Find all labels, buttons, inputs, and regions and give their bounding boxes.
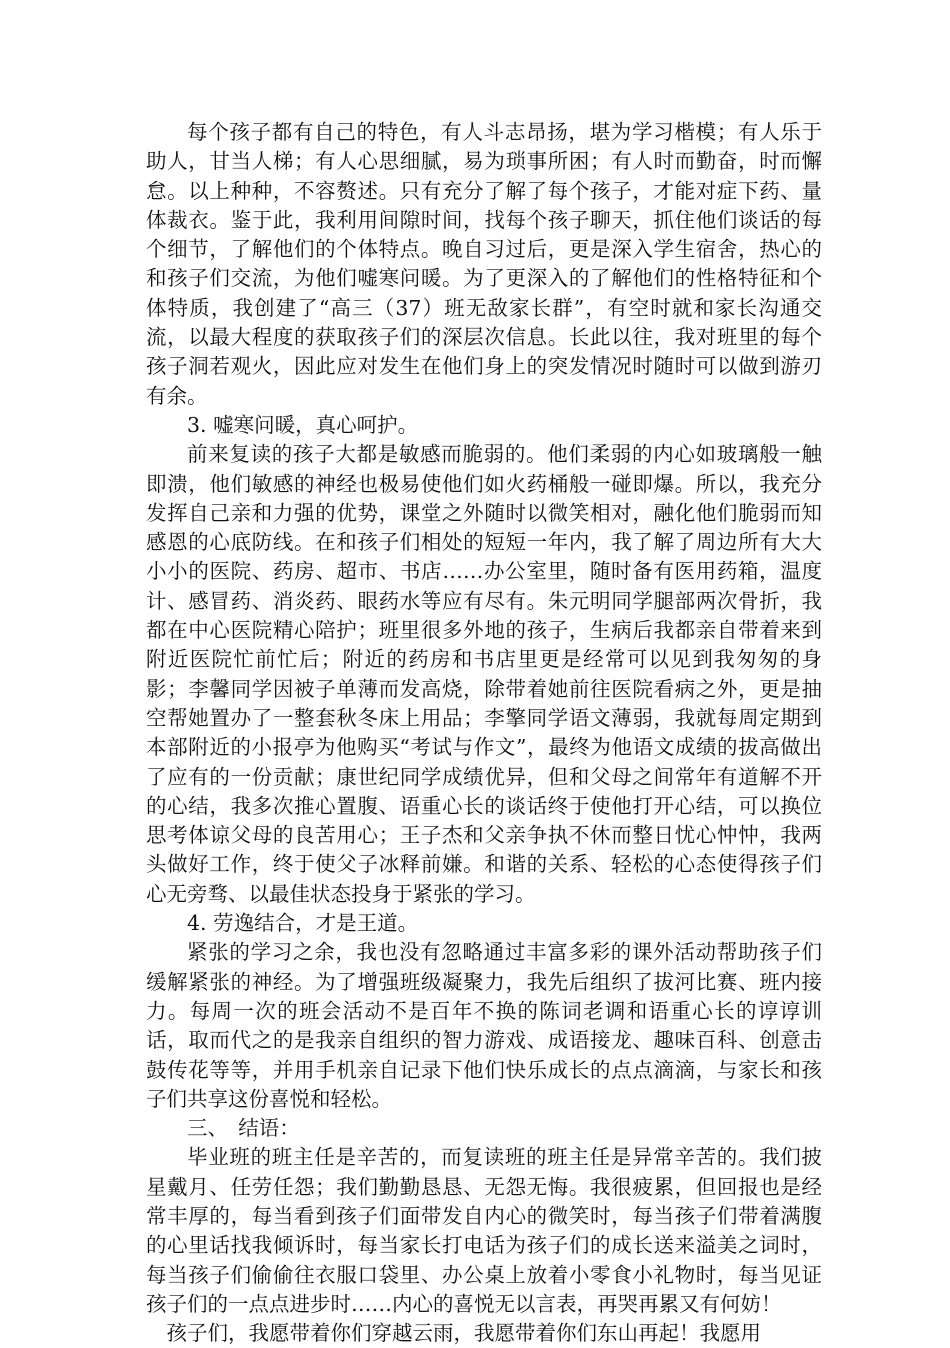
paragraph-care: 前来复读的孩子大都是敏感而脆弱的。他们柔弱的内心如玻璃般一触即溃，他们敏感的神经也极易使他们如火药桶般一碰即爆。所以，我充分发挥自己亲和力强的优势，课堂之外随时以微笑相对，融化他们脆弱而知感恩的心底防线。在和孩子们相处的短短一年内，我了解了周边所有大大小小的医院、药房、超市、书店……办公室里，随时备有医用药箱，温度计、感冒药、消炎药、眼药水等应有尽有。朱元明同学腿部两次骨折，我都在中心医院精心陪护；班里很多外地的孩子，生病后我都亲自带着来到附近医院忙前忙后；附近的药房和书店里更是经常可以见到我匆匆的身影；李馨同学因被子单薄而发高烧，除带着她前往医院看病之外，更是抽空帮她置办了一整套秋冬床上用品；李擎同学语文薄弱，我就每周定期到本部附近的小报亭为他购买“考试与作文”，最终为他语文成绩的拔高做出了应有的一份贡献；康世纪同学成绩优异，但和父母之间常年有道解不开的心结，我多次推心置腹、语重心长的谈话终于使他打开心结，可以换位思考体谅父母的良苦用心；王子杰和父亲争执不休而整日忧心忡忡，我两头做好工作，终于使父子冰释前嫌。和谐的关系、轻松的心态使得孩子们心无旁骛、以最佳状态投身于紧张的学习。	[146, 442, 822, 906]
paragraph-conclusion: 毕业班的班主任是辛苦的，而复读班的班主任是异常辛苦的。我们披星戴月、任劳任怨；我们勤勤恳恳、无怨无悔。我很疲累，但回报也是经常丰厚的，每当看到孩子们面带发自内心的微笑时，每当孩子们带着满腹的心里话找我倾诉时，每当家长打电话为孩子们的成长送来溢美之词时，每当孩子们偷偷往衣服口袋里、办公桌上放着小零食小礼物时，每当见证孩子们的一点点进步时……内心的喜悦无以言表，再哭再累又有何妨！	[146, 1145, 822, 1316]
section-heading-3: 3. 嘘寒问暖，真心呵护。	[187, 412, 419, 437]
document-page	[146, 118, 822, 1348]
paragraph-closing: 孩子们，我愿带着你们穿越云雨，我愿带着你们东山再起！我愿用	[166, 1321, 761, 1346]
section-heading-conclusion: 三、 结语：	[187, 1116, 300, 1141]
section-heading-4: 4. 劳逸结合，才是王道。	[187, 911, 419, 936]
paragraph-student-traits: 每个孩子都有自己的特色，有人斗志昂扬，堪为学习楷模；有人乐于助人，甘当人梯；有人心思细腻，易为琐事所困；有人时而勤奋，时而懈怠。以上种种，不容赘述。只有充分了解了每个孩子，才能对症下药、量体裁衣。鉴于此，我利用间隙时间，找每个孩子聊天，抓住他们谈话的每个细节，了解他们的个体特点。晚自习过后，更是深入学生宿舍，热心的和孩子们交流，为他们嘘寒问暖。为了更深入的了解他们的性格特征和个体特质，我创建了“高三（37）班无敌家长群”，有空时就和家长沟通交流，以最大程度的获取孩子们的深层次信息。长此以往，我对班里的每个孩子洞若观火，因此应对发生在他们身上的突发情况时随时可以做到游刃有余。	[146, 120, 822, 408]
paragraph-activities: 紧张的学习之余，我也没有忽略通过丰富多彩的课外活动帮助孩子们缓解紧张的神经。为了增强班级凝聚力，我先后组织了拔河比赛、班内接力。每周一次的班会活动不是百年不换的陈词老调和语重心长的谆谆训话，取而代之的是我亲自组织的智力游戏、成语接龙、趣味百科、创意击鼓传花等等，并用手机亲自记录下他们快乐成长的点点滴滴，与家长和孩子们共享这份喜悦和轻松。	[146, 940, 822, 1111]
